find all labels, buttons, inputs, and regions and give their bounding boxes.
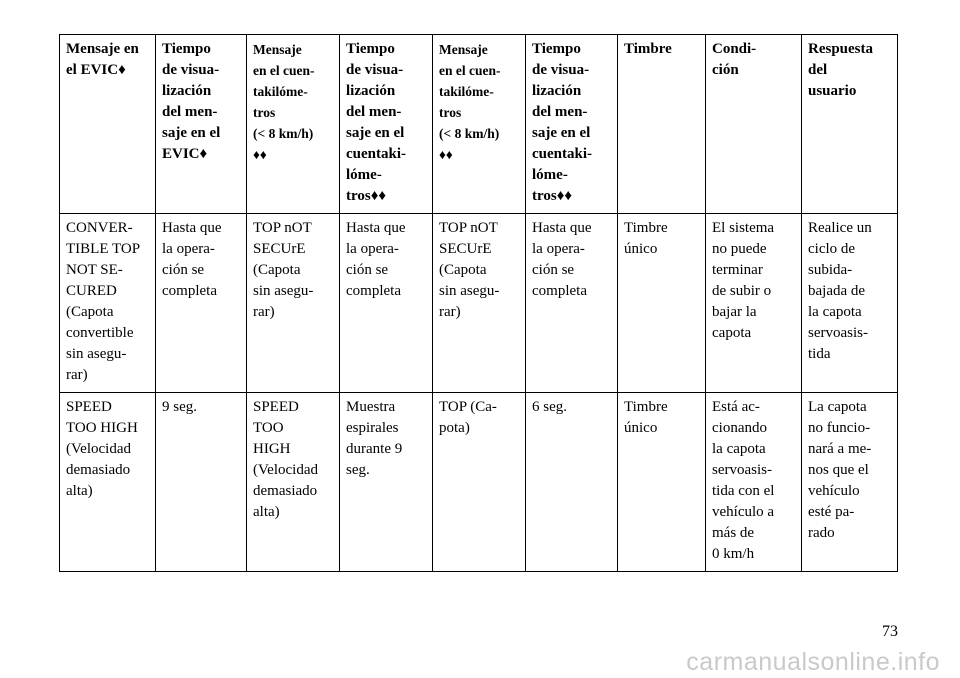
table-cell: SPEED TOO HIGH (Velocidad demasiado alta) bbox=[60, 393, 156, 572]
page-number: 73 bbox=[882, 623, 898, 640]
table-cell: 9 seg. bbox=[156, 393, 247, 572]
header-odometer-display-time-1: Tiempo de visua- lización del men- saje en el cuentaki- lóme- tros♦♦ bbox=[340, 35, 433, 214]
table-cell: SPEED TOO HIGH (Velocidad demasiado alta) bbox=[247, 393, 340, 572]
table-cell: TOP nOT SECUrE (Capota sin asegu- rar) bbox=[433, 214, 526, 393]
table-row bbox=[60, 214, 898, 393]
header-odometer-message-1: Mensaje en el cuen- takilóme- tros (< 8 km/h) ♦♦ bbox=[247, 35, 340, 214]
table-cell: Hasta que la opera- ción se completa bbox=[526, 214, 618, 393]
table-cell: Timbre único bbox=[618, 393, 706, 572]
header-odometer-message-2: Mensaje en el cuen- takilóme- tros (< 8 km/h) ♦♦ bbox=[433, 35, 526, 214]
table-cell: Realice un ciclo de subida- bajada de la capota servoasis- tida bbox=[802, 214, 898, 393]
table-cell: Hasta que la opera- ción se completa bbox=[340, 214, 433, 393]
table-cell: El sistema no puede terminar de subir o bajar la capota bbox=[706, 214, 802, 393]
header-condition: Condi- ción bbox=[706, 35, 802, 214]
table-cell: Timbre único bbox=[618, 214, 706, 393]
table-cell: La capota no funcio- nará a me- nos que el vehículo esté pa- rado bbox=[802, 393, 898, 572]
header-odometer-display-time-2: Tiempo de visua- lización del men- saje en el cuentaki- lóme- tros♦♦ bbox=[526, 35, 618, 214]
header-evic-display-time: Tiempo de visua- lización del men- saje en el EVIC♦ bbox=[156, 35, 247, 214]
table-cell: TOP nOT SECUrE (Capota sin asegu- rar) bbox=[247, 214, 340, 393]
evic-message-table bbox=[59, 34, 898, 572]
table-cell: Muestra espirales durante 9 seg. bbox=[340, 393, 433, 572]
table-cell: 6 seg. bbox=[526, 393, 618, 572]
table-header-row bbox=[60, 35, 898, 214]
table-cell: Está ac- cionando la capota servoasis- tida con el vehículo a más de 0 km/h bbox=[706, 393, 802, 572]
watermark: carmanualsonline.info bbox=[686, 648, 940, 676]
header-chime: Timbre bbox=[618, 35, 706, 214]
table-cell: TOP (Ca- pota) bbox=[433, 393, 526, 572]
header-evic-message: Mensaje en el EVIC♦ bbox=[60, 35, 156, 214]
table-cell: Hasta que la opera- ción se completa bbox=[156, 214, 247, 393]
table-cell: CONVER- TIBLE TOP NOT SE- CURED (Capota convertible sin asegu- rar) bbox=[60, 214, 156, 393]
table-row bbox=[60, 393, 898, 572]
header-user-response: Respuesta del usuario bbox=[802, 35, 898, 214]
